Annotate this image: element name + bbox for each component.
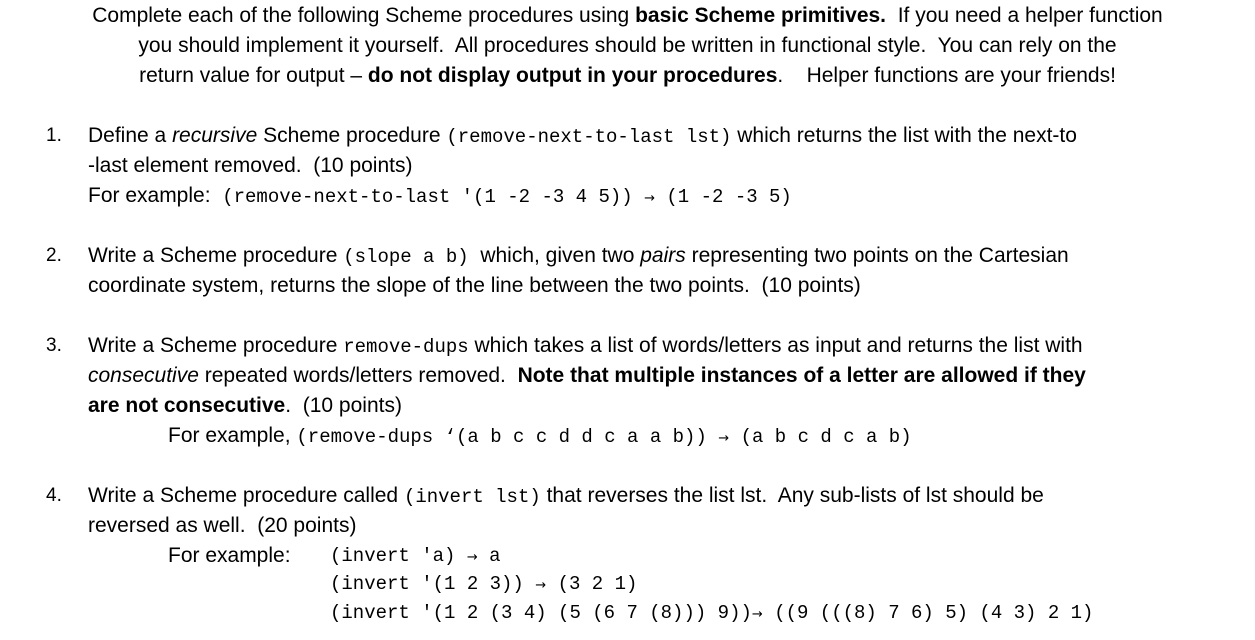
q1-line-2: -last element removed. (10 points) [88,154,413,177]
question-number: 4. [46,485,62,506]
arrow-icon: → [466,550,478,565]
example-code: (remove-next-to-last '(1 -2 -3 4 5)) [222,186,633,208]
q1-line-1 [88,121,1077,151]
example-code: (invert '(1 2 (3 4) (5 (6 7 (8))) 9)) [330,602,752,624]
q4-line-1 [88,481,1044,511]
q4-text: Write a Scheme procedure called [88,484,404,507]
example-label: For example: [88,184,223,207]
q1-text: Define a [88,124,173,147]
example-result: a [489,545,501,567]
q2-text: Write a Scheme procedure [88,244,344,267]
q3-text: . (10 points) [285,394,402,417]
q2-code: (slope a b) [343,246,469,268]
q2-line-1 [88,241,1069,271]
intro-text: Complete each of the following Scheme procedures using [92,4,636,27]
question-number: 3. [46,335,62,356]
arrow-icon: → [751,607,763,622]
intro-bold-text: basic Scheme primitives. [635,4,887,27]
intro-text: you should implement it yourself. All procedures should be written in functional style. You can rely on the [138,34,1117,57]
q1-italic-text: recursive [172,124,258,147]
question-number: 1. [46,125,62,146]
question-number: 2. [46,245,62,266]
q1-example [88,181,792,211]
q3-line-1 [88,331,1083,361]
arrow-icon: → [718,431,730,446]
q3-text: which takes a list of words/letters as input and returns the list with [468,334,1083,357]
q3-example [168,421,912,451]
intro-bold-text: do not display output in your procedures [367,64,778,87]
q2-line-2: coordinate system, returns the slope of the line between the two points. (10 points) [88,274,861,297]
q2-text: which, given two [468,244,641,267]
q3-line-3 [88,391,402,421]
example-label: For example, [168,424,297,447]
q3-code: remove-dups [343,336,469,358]
arrow-icon: → [535,578,547,593]
example-code: (invert '(1 2 3)) [330,573,524,595]
q4-example-2 [330,569,637,599]
q3-line-2 [88,361,1086,391]
q4-text: that reverses the list lst. Any sub-lists of lst should be [540,484,1044,507]
example-result: (a b c d c a b) [740,426,912,448]
intro-text: return value for output – [139,64,368,87]
q2-italic-text: pairs [640,244,686,267]
example-result: (1 -2 -3 5) [666,186,792,208]
q3-bold-text: are not consecutive [88,394,286,417]
intro-line-3 [0,61,1255,91]
intro-line-2 [0,31,1255,61]
q4-line-2: reversed as well. (20 points) [88,514,357,537]
example-result: (3 2 1) [557,573,638,595]
q4-example-3 [330,598,1093,628]
q3-italic-text: consecutive [88,364,199,387]
example-code: (invert 'a) [330,545,456,567]
q2-text: representing two points on the Cartesian [685,244,1069,267]
q3-text: repeated words/letters removed. [198,364,518,387]
example-result: ((9 (((8) 7 6) 5) (4 3) 2 1) [774,602,1094,624]
intro-text: . Helper functions are your friends! [777,64,1116,87]
q3-text: Write a Scheme procedure [88,334,344,357]
q1-text: Scheme procedure [257,124,447,147]
q3-bold-text: Note that multiple instances of a letter are allowed if they [517,364,1086,387]
example-code: (remove-dups ‘(a b c c d d c a a b)) [296,426,707,448]
q1-code: (remove-next-to-last lst) [446,126,732,148]
q4-example-1 [330,541,501,571]
intro-text: If you need a helper function [886,4,1163,27]
arrow-icon: → [644,191,655,206]
intro-line-1 [0,1,1255,31]
q1-text: which returns the list with the next-to [731,124,1077,147]
q4-code: (invert lst) [403,486,541,508]
example-label: For example: [168,544,291,567]
